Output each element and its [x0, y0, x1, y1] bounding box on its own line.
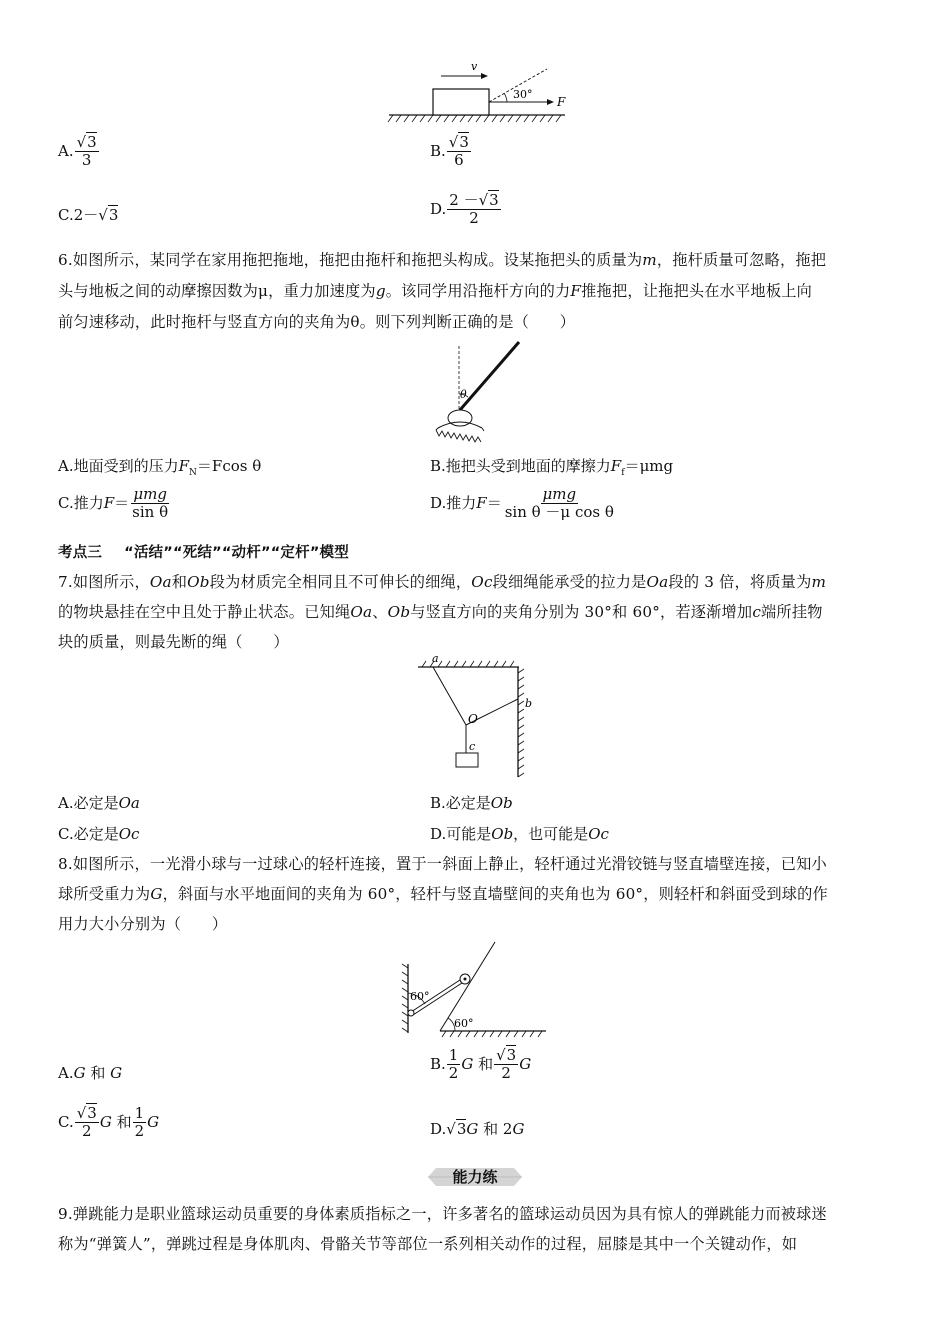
- q6-mop-figure: [428, 338, 528, 444]
- q7-rope-figure: [414, 653, 534, 781]
- q6-option-c[interactable]: C.推力F＝ $\frac{\text{μmg}}{\text{sin θ}}$: [58, 485, 169, 522]
- q7-stem-line3: 块的质量，则最先断的绳（ ）: [58, 633, 289, 651]
- q7-stem-line1: 7.如图所示，Oa和Ob段为材质完全相同且不可伸长的细绳，Oc段细绳能承受的拉力是Oa段的 3 倍，将质量为m: [58, 573, 827, 591]
- q8-stem-line2: 球所受重力为G，斜面与水平地面间的夹角为 60°，轻杆与竖直墙壁间的夹角也为 60°，则轻杆和斜面受到球的作: [58, 885, 828, 903]
- q8-ball-figure: [400, 938, 550, 1038]
- q6-stem-line3: 前匀速移动，此时拖杆与竖直方向的夹角为θ。则下列判断正确的是（ ）: [58, 313, 576, 331]
- q7-label-O: O: [468, 712, 478, 726]
- q8-option-c[interactable]: C. $\frac{√3}{2}$ G 和 $\frac{1}{2}$ G: [58, 1104, 160, 1141]
- q7-option-a[interactable]: A.必定是Oa: [58, 794, 140, 812]
- q5-angle-label: 30°: [513, 88, 533, 101]
- q9-stem-line1: 9.弹跳能力是职业篮球运动员重要的身体素质指标之一，许多著名的篮球运动员因为具有惊人的弹跳能力而被球迷: [58, 1205, 827, 1223]
- tag-label: 能力练: [452, 1168, 498, 1186]
- q5-option-a[interactable]: A. $\frac{√3}{3}$: [58, 133, 97, 170]
- section-heading-3: 考点三 “活结”“死结”“动杆”“定杆”模型: [58, 545, 349, 561]
- q6-stem-line1: 6.如图所示，某同学在家用拖把拖地，拖把由拖杆和拖把头构成。设某拖把头的质量为m，拖杆质量可忽略，拖把: [58, 251, 827, 269]
- q5-block-figure: [385, 60, 575, 126]
- q7-stem-line2: 的物块悬挂在空中且处于静止状态。已知绳Oa、Ob与竖直方向的夹角分别为 30°和 60°，若逐渐增加c端所挂物: [58, 603, 823, 621]
- q6-option-d[interactable]: D.推力F＝ $\frac{\text{μmg}}{\text{sin θ －μ cos θ}}$: [430, 485, 614, 522]
- q5-v-label: v: [471, 60, 478, 73]
- q6-theta-label: θ: [460, 388, 467, 401]
- q7-option-c[interactable]: C.必定是Oc: [58, 825, 140, 843]
- q5-block: [433, 89, 489, 115]
- q5-option-b[interactable]: B. $\frac{√3}{6}$: [430, 133, 469, 170]
- q8-slope-angle: 60°: [454, 1017, 474, 1030]
- q6-stem-line2: 头与地板之间的动摩擦因数为μ，重力加速度为g。该同学用沿拖杆方向的力F推拖把，让拖把头在水平地板上向: [58, 282, 812, 300]
- q5-force-label: F: [557, 95, 566, 109]
- q8-wall-angle: 60°: [410, 990, 430, 1003]
- q8-option-a[interactable]: A.G 和 G: [58, 1064, 123, 1082]
- q7-label-b: b: [525, 697, 533, 710]
- q7-label-a: a: [432, 653, 439, 665]
- q5-option-c[interactable]: C.2－√3: [58, 206, 119, 224]
- q8-stem-line3: 用力大小分别为（ ）: [58, 915, 228, 933]
- q7-label-c: c: [469, 740, 476, 753]
- q6-option-a[interactable]: A.地面受到的压力$F_N=Fcos$ θ: [58, 457, 262, 478]
- q5-option-d[interactable]: D. $\frac{2 -√3}{2}$: [430, 191, 499, 228]
- q6-option-b[interactable]: B.拖把头受到地面的摩擦力$F_f=\mu mg$: [430, 457, 674, 478]
- q8-option-d[interactable]: D.√3G 和 2G: [430, 1120, 525, 1138]
- q9-stem-line2: 称为“弹簧人”，弹跳过程是身体肌肉、骨骼关节等部位一系列相关动作的过程，屈膝是其中一个关键动作，如: [58, 1235, 798, 1253]
- ability-practice-tag: [428, 1166, 522, 1188]
- q7-option-d[interactable]: D.可能是Ob，也可能是Oc: [430, 825, 609, 843]
- q8-option-b[interactable]: B. $\frac{1}{2}$ G 和 $\frac{√3}{2}$ G: [430, 1046, 532, 1083]
- q8-stem-line1: 8.如图所示，一光滑小球与一过球心的轻杆连接，置于一斜面上静止，轻杆通过光滑铰链与竖直墙壁连接，已知小: [58, 855, 827, 873]
- q7-option-b[interactable]: B.必定是Ob: [430, 794, 513, 812]
